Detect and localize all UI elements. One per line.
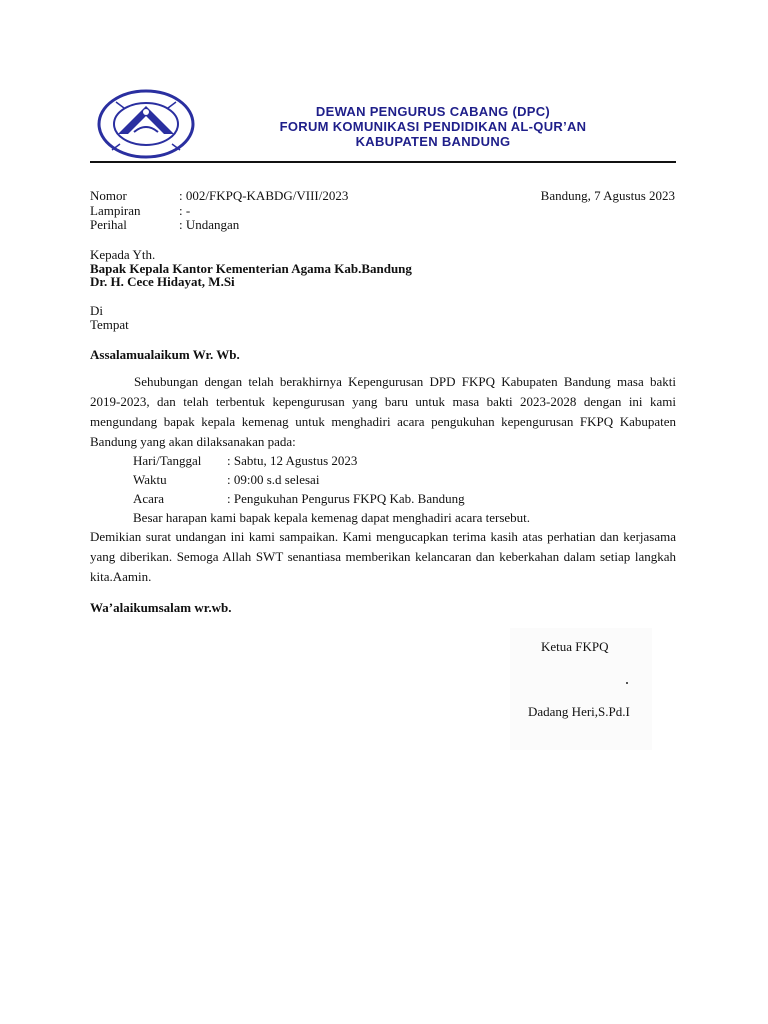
detail-label-event: Acara (133, 491, 165, 506)
perihal-value: : Undangan (179, 217, 240, 232)
recipient-office: Bapak Kepala Kantor Kementerian Agama Kab.Bandung (90, 261, 412, 276)
detail-label-time: Waktu (133, 472, 167, 487)
letterhead-line-1: DEWAN PENGURUS CABANG (DPC) (315, 104, 551, 119)
letterhead-divider (90, 161, 676, 163)
signature-title: Ketua FKPQ (541, 639, 609, 654)
body-paragraph-3: Demikian surat undangan ini kami sampaikan. Kami mengucapkan terima kasih atas perhatian dan kerjasama yang diberikan. Semoga Allah SWT senantiasa memberikan kelancaran dan keberkahan dalam setiap langkah kita.Aamin. (90, 529, 676, 584)
lampiran-value: : - (179, 203, 191, 218)
recipient-salutation: Kepada Yth. (90, 247, 156, 262)
signature-name: Dadang Heri,S.Pd.I (528, 704, 630, 719)
body-paragraph-2: Besar harapan kami bapak kepala kemenag dapat menghadiri acara tersebut. (133, 510, 531, 525)
nomor-value: : 002/FKPQ-KABDG/VIII/2023 (179, 188, 349, 203)
body-paragraph-1: Sehubungan dengan telah berakhirnya Kepengurusan DPD FKPQ Kabupaten Bandung masa bakti 2019-2023, dan telah terbentuk kepengurusan yang baru untuk masa bakti 2023-2028 dengan ini kami mengundang bapak kepala kemenag untuk menghadiri acara pengukuhan kepengurusan FKPQ Kabupaten Bandung yang akan dilaksanakan pada: (90, 374, 676, 449)
signature-mark (626, 682, 628, 684)
fkpq-seal-icon (96, 88, 196, 160)
detail-label-date: Hari/Tanggal (133, 453, 202, 468)
detail-value-event: : Pengukuhan Pengurus FKPQ Kab. Bandung (227, 491, 465, 506)
detail-value-date: : Sabtu, 12 Agustus 2023 (227, 453, 358, 468)
closing-greeting: Wa’alaikumsalam wr.wb. (90, 600, 232, 615)
letterhead-line-2: FORUM KOMUNIKASI PENDIDIKAN AL-QUR’AN (279, 119, 587, 134)
letterhead-line-3: KABUPATEN BANDUNG (355, 134, 511, 149)
nomor-label: Nomor (90, 188, 127, 203)
letter-date: Bandung, 7 Agustus 2023 (540, 188, 675, 203)
recipient-di: Di (90, 303, 103, 318)
organization-logo (96, 88, 196, 160)
recipient-name: Dr. H. Cece Hidayat, M.Si (90, 274, 235, 289)
perihal-label: Perihal (90, 217, 127, 232)
recipient-tempat: Tempat (90, 317, 129, 332)
opening-greeting: Assalamualaikum Wr. Wb. (90, 347, 240, 362)
detail-value-time: : 09:00 s.d selesai (227, 472, 320, 487)
lampiran-label: Lampiran (90, 203, 141, 218)
